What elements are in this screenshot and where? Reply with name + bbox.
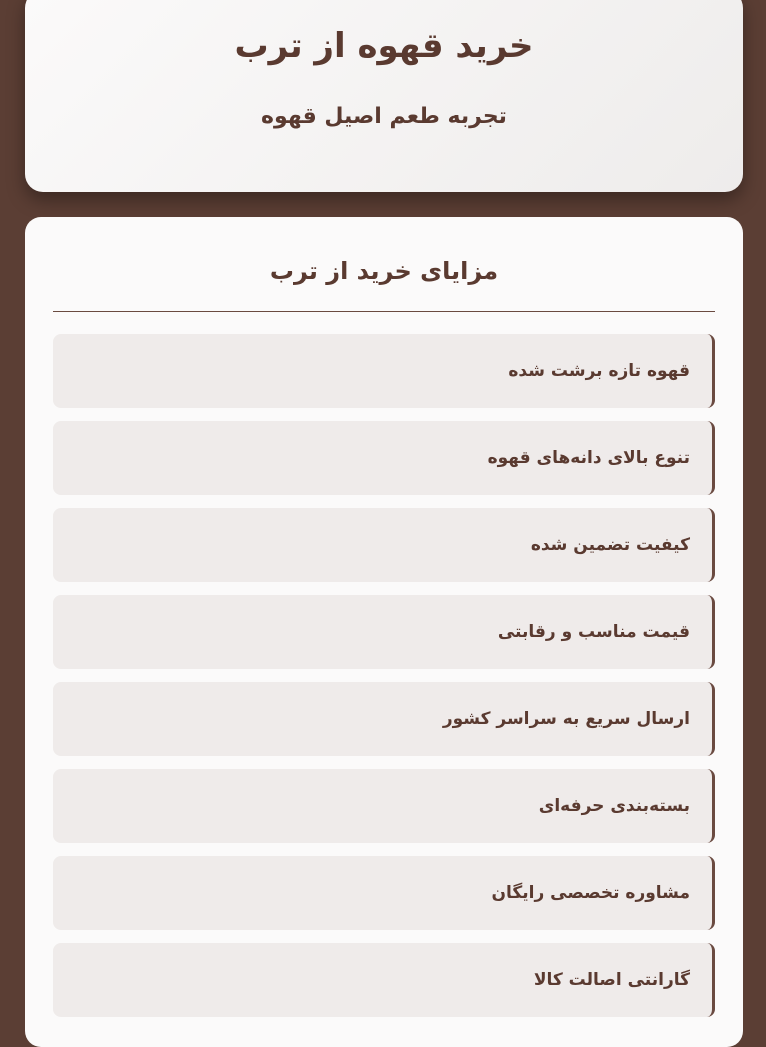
benefits-card [25, 217, 743, 1047]
benefit-item[interactable]: قیمت مناسب و رقابتی [53, 595, 715, 669]
benefit-item[interactable]: بسته‌بندی حرفه‌ای [53, 769, 715, 843]
benefits-title: مزایای خرید از ترب [269, 257, 499, 285]
benefits-list [53, 334, 715, 1030]
benefit-item[interactable]: ارسال سریع به سراسر کشور [53, 682, 715, 756]
benefit-item[interactable]: قهوه تازه برشت شده [53, 334, 715, 408]
benefit-item[interactable]: تنوع بالای دانه‌های قهوه [53, 421, 715, 495]
header-card [25, 0, 743, 192]
page-subtitle: تجربه طعم اصیل قهوه [261, 104, 507, 129]
benefit-item[interactable]: کیفیت تضمین شده [53, 508, 715, 582]
page-title: خرید قهوه از ترب [234, 26, 534, 66]
benefit-item[interactable]: گارانتی اصالت کالا [53, 943, 715, 1017]
benefit-item[interactable]: مشاوره تخصصی رایگان [53, 856, 715, 930]
divider [53, 311, 715, 312]
